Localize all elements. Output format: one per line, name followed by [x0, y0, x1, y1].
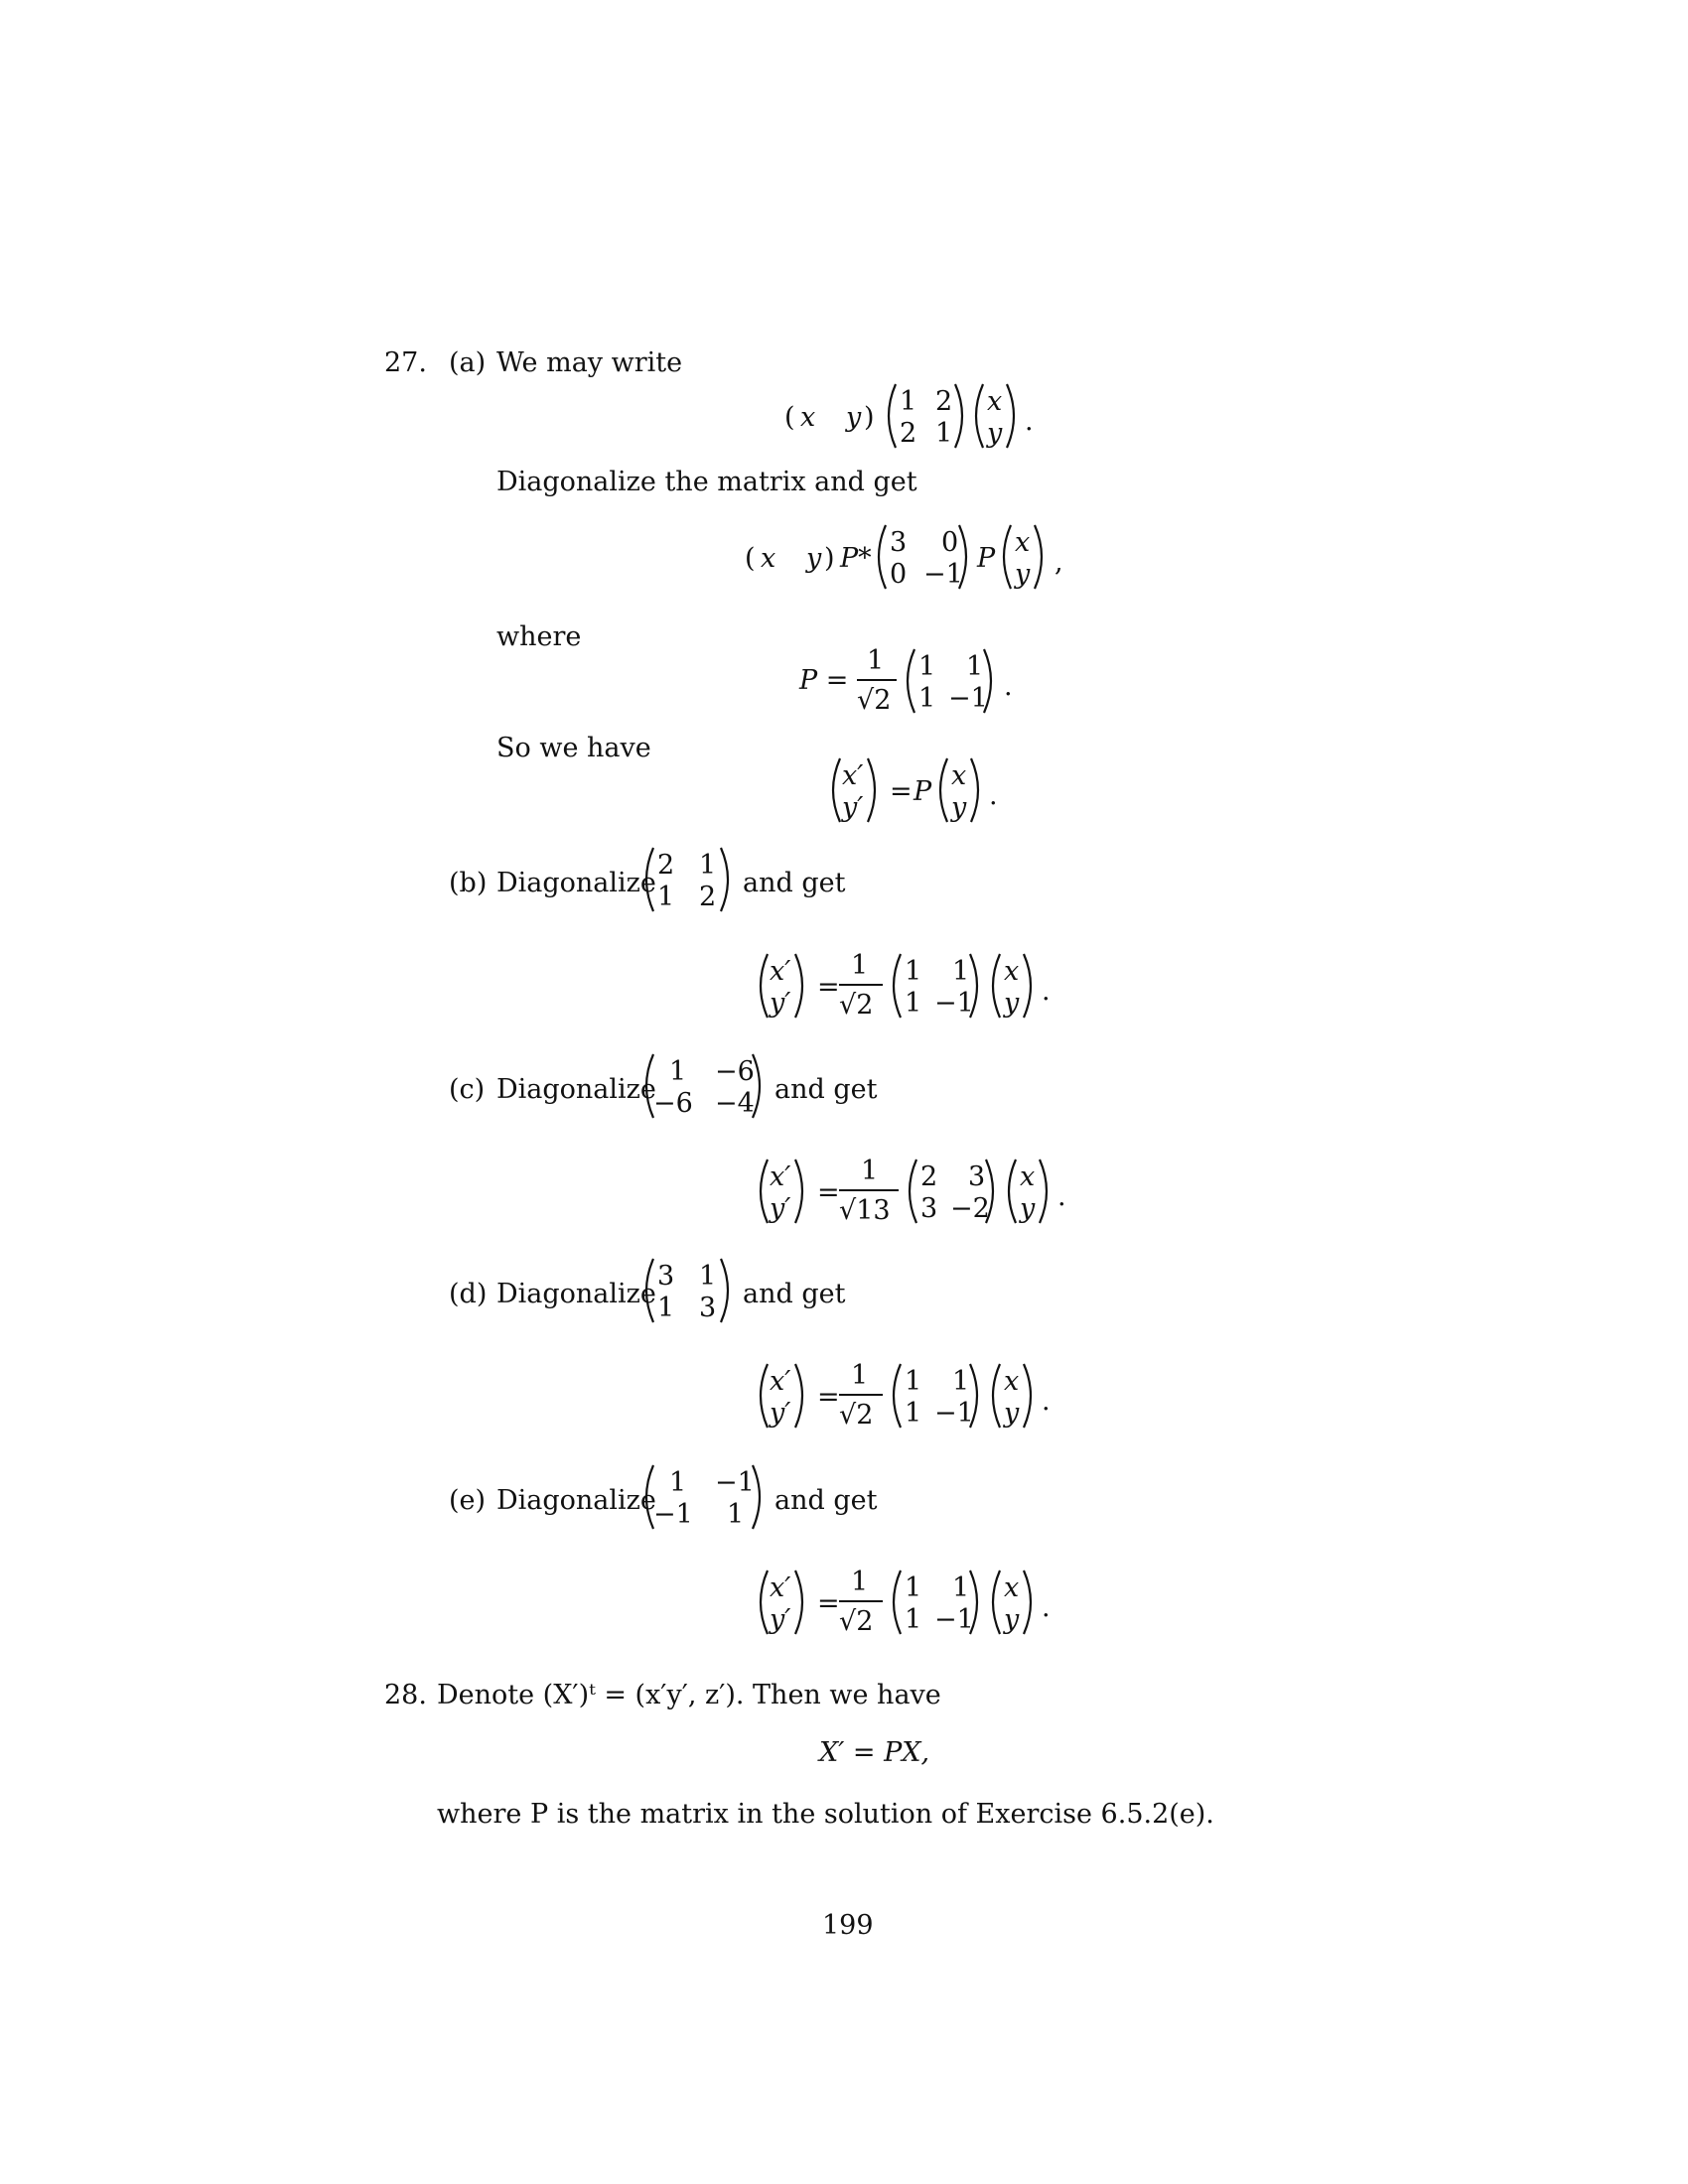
- paren-left: (: [745, 543, 756, 574]
- a-22: −4: [715, 1088, 755, 1119]
- q-22: −1: [934, 988, 974, 1019]
- period: .: [1057, 1181, 1066, 1212]
- m-11: 1: [900, 386, 917, 417]
- a-12: −6: [715, 1056, 755, 1087]
- vec-xprime: x′: [770, 956, 791, 987]
- problem-number-27: 27.: [384, 347, 427, 378]
- q-21: 1: [905, 988, 922, 1019]
- vec-left-paren: [931, 756, 951, 824]
- matrix-left-paren: [885, 1362, 905, 1430]
- q-22: −1: [934, 1398, 974, 1429]
- q-22: −2: [950, 1193, 990, 1224]
- p-def-lhs: P =: [799, 665, 849, 696]
- part-b-label: (b): [449, 868, 488, 898]
- eq-a2: [745, 523, 1082, 593]
- matrix-right-paren: [717, 846, 737, 913]
- a-22: 2: [699, 882, 717, 912]
- vec-yprime: y′: [770, 1604, 791, 1635]
- vec-right-paren: [791, 1158, 811, 1225]
- and-get: and get: [774, 1074, 878, 1105]
- q-21: 1: [905, 1398, 922, 1429]
- and-get: and get: [743, 1279, 846, 1309]
- comma: ,: [1055, 547, 1063, 578]
- vec-right-paren: [864, 756, 884, 824]
- vec-xprime: x′: [770, 1572, 791, 1603]
- frac-num: 1: [861, 1156, 879, 1186]
- vec-left-paren: [984, 1362, 1004, 1430]
- q-11: 1: [905, 1366, 922, 1397]
- eq-sign: =: [890, 776, 913, 807]
- vec-xprime: x′: [842, 760, 864, 791]
- vec-left-paren: [752, 1362, 772, 1430]
- vec-left-paren: [995, 523, 1015, 591]
- a-11: 3: [657, 1261, 675, 1292]
- part-a-intro: We may write: [496, 347, 683, 378]
- vec-y: y: [1004, 988, 1020, 1019]
- vec-xprime: x′: [770, 1366, 791, 1397]
- p: P: [977, 543, 996, 574]
- period: .: [1042, 976, 1051, 1007]
- p-star: P*: [840, 543, 872, 574]
- a-11: 1: [669, 1056, 687, 1087]
- part-c-word: Diagonalize: [496, 1074, 656, 1105]
- part-e-label: (e): [449, 1485, 487, 1516]
- a-21: −6: [653, 1088, 693, 1119]
- matrix-right-paren: [966, 952, 986, 1020]
- period: .: [1025, 406, 1034, 437]
- m-21: 2: [900, 418, 917, 449]
- frac-bar: [839, 984, 883, 986]
- period: .: [1004, 671, 1013, 702]
- vec-left-paren: [752, 952, 772, 1020]
- vec-left-paren: [1000, 1158, 1020, 1225]
- matrix-left-paren: [885, 1569, 905, 1636]
- vec-y: y: [1020, 1193, 1036, 1224]
- vec-right-paren: [1031, 523, 1051, 591]
- q-21: 1: [918, 683, 936, 714]
- var-y: y: [806, 543, 822, 574]
- matrix-right-paren: [982, 1158, 1002, 1225]
- vec-y: y: [1004, 1604, 1020, 1635]
- part-b-line: [449, 846, 866, 915]
- paren-left: (: [784, 402, 795, 433]
- eq-a1: [784, 382, 1062, 452]
- matrix-right-paren: [717, 1257, 737, 1324]
- vec-right-paren: [791, 952, 811, 1020]
- matrix-left-paren: [637, 846, 657, 913]
- a-21: 1: [657, 1293, 675, 1323]
- q-12: 3: [968, 1161, 986, 1192]
- vec-left-paren: [752, 1569, 772, 1636]
- eq-b: [752, 948, 1069, 1027]
- paren-right: ): [824, 543, 835, 574]
- eq-d: [752, 1358, 1069, 1437]
- frac-den: √2: [839, 1400, 874, 1431]
- text-where: where: [496, 621, 582, 652]
- matrix-right-paren: [749, 1463, 769, 1531]
- frac-bar: [857, 679, 897, 681]
- d-11: 3: [890, 527, 908, 558]
- q-12: 1: [966, 651, 984, 682]
- vec-y: y: [1015, 559, 1031, 590]
- p: P: [914, 776, 932, 807]
- frac-num: 1: [851, 950, 869, 981]
- part-e-line: [449, 1463, 886, 1533]
- matrix-right-paren: [955, 523, 975, 591]
- eq-sign: =: [817, 1588, 840, 1619]
- a-21: −1: [653, 1499, 693, 1530]
- frac-den: √2: [857, 685, 892, 716]
- a-21: 1: [657, 882, 675, 912]
- a-22: 1: [727, 1499, 745, 1530]
- vec-yprime: y′: [770, 988, 791, 1019]
- part-d-line: [449, 1257, 866, 1326]
- matrix-right-paren: [966, 1362, 986, 1430]
- vec-left-paren: [984, 1569, 1004, 1636]
- vec-right-paren: [1020, 1362, 1040, 1430]
- paren-right: ): [864, 402, 875, 433]
- vec-yprime: y′: [770, 1193, 791, 1224]
- vec-left-paren: [752, 1158, 772, 1225]
- d-21: 0: [890, 559, 908, 590]
- period: .: [1042, 1592, 1051, 1623]
- vec-left-paren: [824, 756, 844, 824]
- m-22: 1: [935, 418, 953, 449]
- vec-x: x: [1015, 527, 1031, 558]
- part-a-label: (a): [449, 347, 487, 378]
- period: .: [1042, 1386, 1051, 1417]
- problem-number-28: 28.: [384, 1680, 427, 1710]
- matrix-left-paren: [885, 952, 905, 1020]
- vec-left-paren: [984, 952, 1004, 1020]
- eq-sign: =: [817, 1382, 840, 1413]
- text-diagonalize-matrix: Diagonalize the matrix and get: [496, 467, 917, 497]
- vec-x: x: [1004, 956, 1020, 987]
- frac-num: 1: [851, 1567, 869, 1597]
- eq-c: [752, 1154, 1079, 1233]
- vec-x: x: [1020, 1161, 1036, 1192]
- frac-bar: [839, 1189, 899, 1191]
- page-number: 199: [822, 1910, 874, 1941]
- part-e-word: Diagonalize: [496, 1485, 656, 1516]
- part-d-label: (d): [449, 1279, 488, 1309]
- vec-yprime: y′: [842, 792, 864, 823]
- vec-right-paren: [1020, 1569, 1040, 1636]
- vec-y: y: [1004, 1398, 1020, 1429]
- eq-a4: [824, 756, 1023, 826]
- q-22: −1: [948, 683, 988, 714]
- a-12: −1: [715, 1467, 755, 1498]
- a-11: 1: [669, 1467, 687, 1498]
- matrix-right-paren: [749, 1052, 769, 1120]
- period: .: [989, 780, 998, 811]
- d-22: −1: [923, 559, 963, 590]
- vec-left-paren: [967, 382, 987, 450]
- a-11: 2: [657, 850, 675, 881]
- matrix-left-paren: [637, 1257, 657, 1324]
- frac-bar: [839, 1600, 883, 1602]
- eq-a3: [799, 643, 1038, 723]
- part-c-line: [449, 1052, 886, 1122]
- q-11: 2: [920, 1161, 938, 1192]
- vec-yprime: y′: [770, 1398, 791, 1429]
- p28-line1: Denote (X′)ᵗ = (x′y′, z′). Then we have: [437, 1680, 941, 1710]
- part-c-label: (c): [449, 1074, 486, 1105]
- vec-xprime: x′: [770, 1161, 791, 1192]
- a-12: 1: [699, 850, 717, 881]
- var-y: y: [846, 402, 862, 433]
- matrix-right-paren: [966, 1569, 986, 1636]
- vec-right-paren: [791, 1569, 811, 1636]
- p28-display-eq: X′ = PX,: [819, 1737, 930, 1768]
- q-12: 1: [952, 1366, 970, 1397]
- q-12: 1: [952, 956, 970, 987]
- vec-x: x: [951, 760, 967, 791]
- matrix-left-paren: [870, 523, 890, 591]
- frac-num: 1: [851, 1360, 869, 1391]
- vec-x: x: [1004, 1366, 1020, 1397]
- q-11: 1: [918, 651, 936, 682]
- matrix-left-paren: [880, 382, 900, 450]
- part-d-word: Diagonalize: [496, 1279, 656, 1309]
- eq-e: [752, 1565, 1069, 1644]
- p28-line2: where P is the matrix in the solution of Exercise 6.5.2(e).: [437, 1799, 1214, 1830]
- var-x: x: [761, 543, 776, 574]
- frac-den: √13: [839, 1195, 891, 1226]
- vec-y: y: [987, 418, 1003, 449]
- d-12: 0: [941, 527, 959, 558]
- q-11: 1: [905, 1572, 922, 1603]
- vec-right-paren: [791, 1362, 811, 1430]
- var-x: x: [800, 402, 816, 433]
- part-b-word: Diagonalize: [496, 868, 656, 898]
- q-11: 1: [905, 956, 922, 987]
- eq-sign: =: [817, 1177, 840, 1208]
- eq-sign: =: [817, 972, 840, 1003]
- vec-x: x: [987, 386, 1003, 417]
- q-12: 1: [952, 1572, 970, 1603]
- vec-right-paren: [967, 756, 987, 824]
- frac-den: √2: [839, 990, 874, 1021]
- q-22: −1: [934, 1604, 974, 1635]
- matrix-right-paren: [980, 647, 1000, 715]
- vec-y: y: [951, 792, 967, 823]
- and-get: and get: [774, 1485, 878, 1516]
- text-so-we-have: So we have: [496, 733, 651, 763]
- frac-den: √2: [839, 1606, 874, 1637]
- and-get: and get: [743, 868, 846, 898]
- vec-x: x: [1004, 1572, 1020, 1603]
- a-22: 3: [699, 1293, 717, 1323]
- vec-right-paren: [1003, 382, 1023, 450]
- frac-num: 1: [867, 645, 885, 676]
- a-12: 1: [699, 1261, 717, 1292]
- vec-right-paren: [1036, 1158, 1055, 1225]
- frac-bar: [839, 1394, 883, 1396]
- q-21: 1: [905, 1604, 922, 1635]
- matrix-left-paren: [901, 1158, 920, 1225]
- q-21: 3: [920, 1193, 938, 1224]
- m-12: 2: [935, 386, 953, 417]
- matrix-left-paren: [899, 647, 918, 715]
- vec-right-paren: [1020, 952, 1040, 1020]
